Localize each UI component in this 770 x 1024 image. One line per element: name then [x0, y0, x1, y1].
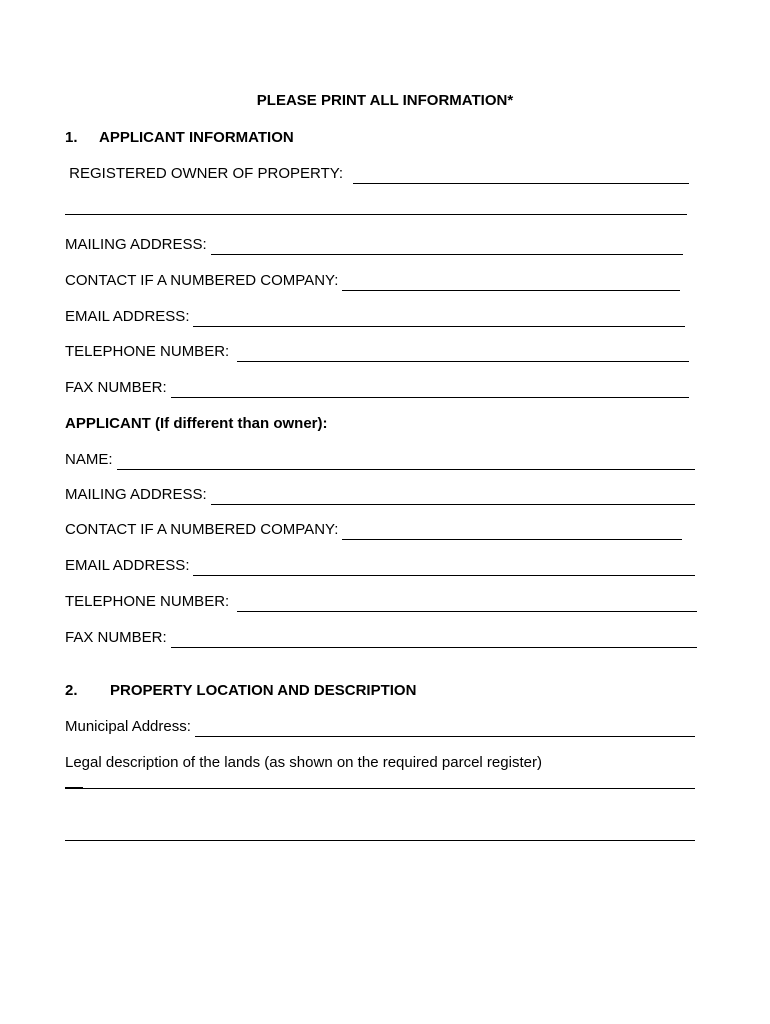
legal-description-label: Legal description of the lands (as shown on the required parcel register): [65, 754, 542, 771]
section-title: APPLICANT INFORMATION: [99, 129, 294, 146]
owner-fax-field[interactable]: [171, 383, 689, 398]
legal-description-field-1[interactable]: [65, 788, 695, 789]
applicant-contact-label: CONTACT IF A NUMBERED COMPANY:: [65, 521, 339, 538]
owner-email-row: [65, 307, 685, 327]
applicant-name-row: [65, 450, 695, 470]
municipal-address-label: Municipal Address:: [65, 718, 191, 735]
section-number: 2.: [65, 682, 78, 699]
applicant-name-field[interactable]: [117, 455, 695, 470]
owner-email-label: EMAIL ADDRESS:: [65, 308, 190, 325]
municipal-address-row: [65, 717, 695, 737]
owner-fax-row: [65, 378, 689, 398]
owner-mailing-address-label: MAILING ADDRESS:: [65, 236, 207, 253]
applicant-fax-field[interactable]: [171, 633, 697, 648]
applicant-contact-row: [65, 520, 682, 540]
owner-contact-row: [65, 271, 680, 291]
applicant-mailing-address-field[interactable]: [211, 490, 695, 505]
legal-description-row: [65, 753, 542, 773]
owner-contact-field[interactable]: [342, 276, 680, 291]
owner-mailing-address-row: [65, 235, 683, 255]
registered-owner-row: [65, 164, 689, 184]
applicant-telephone-row: [65, 592, 697, 612]
applicant-contact-field[interactable]: [342, 525, 682, 540]
registered-owner-field[interactable]: [353, 169, 689, 184]
applicant-mailing-address-label: MAILING ADDRESS:: [65, 486, 207, 503]
applicant-fax-label: FAX NUMBER:: [65, 629, 167, 646]
section-title: PROPERTY LOCATION AND DESCRIPTION: [110, 682, 417, 699]
applicant-email-field[interactable]: [193, 561, 695, 576]
applicant-mailing-address-row: [65, 485, 695, 505]
registered-owner-label: REGISTERED OWNER OF PROPERTY:: [65, 165, 344, 182]
legal-description-field-2[interactable]: [65, 840, 695, 841]
applicant-telephone-field[interactable]: [237, 597, 697, 612]
applicant-email-label: EMAIL ADDRESS:: [65, 557, 190, 574]
section-2-heading: [65, 681, 416, 701]
owner-telephone-row: [65, 342, 689, 362]
applicant-email-row: [65, 556, 695, 576]
registered-owner-continuation-field[interactable]: [65, 214, 687, 215]
owner-mailing-address-field[interactable]: [211, 240, 683, 255]
applicant-fax-row: [65, 628, 697, 648]
applicant-heading: APPLICANT (If different than owner):: [65, 415, 328, 432]
applicant-name-label: NAME:: [65, 451, 113, 468]
owner-telephone-field[interactable]: [237, 347, 689, 362]
owner-email-field[interactable]: [193, 312, 685, 327]
owner-telephone-label: TELEPHONE NUMBER:: [65, 343, 230, 360]
municipal-address-field[interactable]: [195, 722, 695, 737]
section-1-heading: [65, 128, 294, 148]
applicant-telephone-label: TELEPHONE NUMBER:: [65, 593, 230, 610]
owner-contact-label: CONTACT IF A NUMBERED COMPANY:: [65, 272, 339, 289]
page-title: PLEASE PRINT ALL INFORMATION*: [256, 92, 514, 109]
legal-description-field-mark: [65, 787, 83, 789]
section-number: 1.: [65, 129, 78, 146]
owner-fax-label: FAX NUMBER:: [65, 379, 167, 396]
